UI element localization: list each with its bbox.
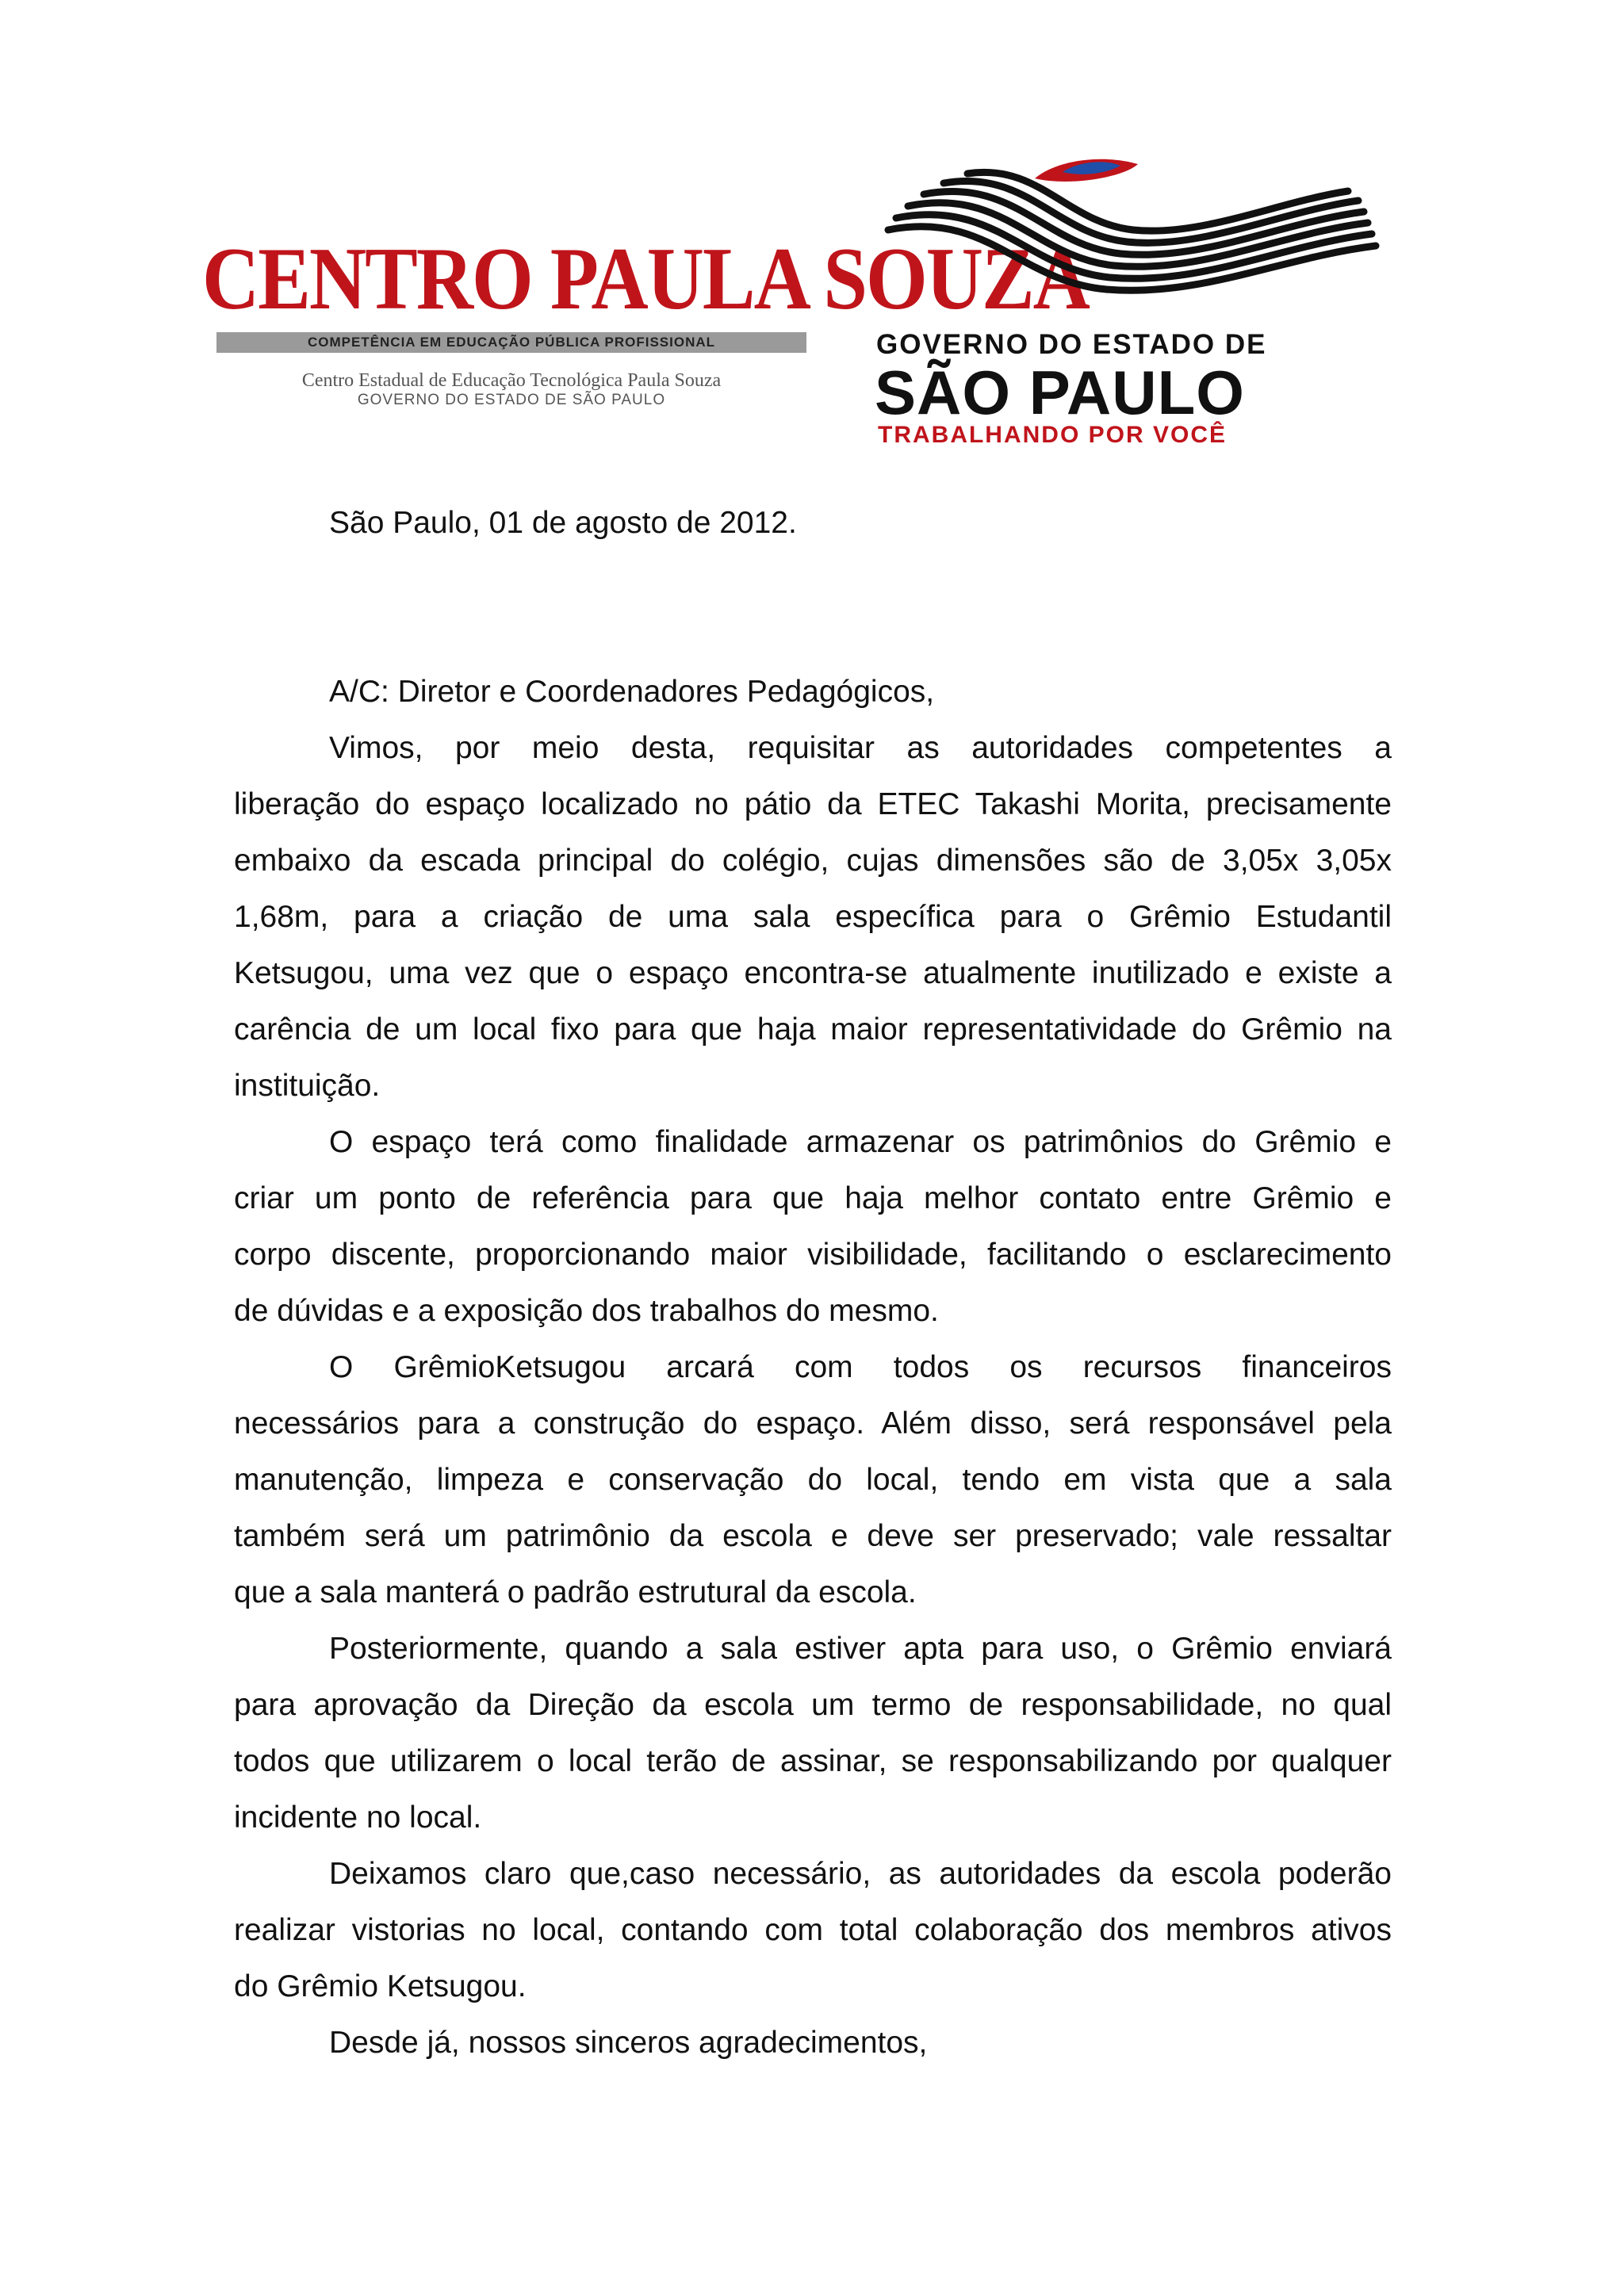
- letter-line: liberação do espaço localizado no pátio da ETEC Takashi Morita, precisamente: [234, 787, 1392, 821]
- letter-recipient: A/C: Diretor e Coordenadores Pedagógicos,: [329, 675, 935, 709]
- letter-line: Vimos, por meio desta, requisitar as autoridades competentes a: [329, 731, 1392, 765]
- letter-line: 1,68m, para a criação de uma sala específica para o Grêmio Estudantil: [234, 900, 1392, 934]
- letter-line: realizar vistorias no local, contando com total colaboração dos membros ativos: [234, 1913, 1392, 1947]
- letter-line: Ketsugou, uma vez que o espaço encontra-se atualmente inutilizado e existe a: [234, 956, 1392, 990]
- governo-sao-paulo-logo: [868, 155, 1392, 448]
- cps-logo-title: CENTRO PAULA SOUZA: [202, 229, 1089, 328]
- centro-paula-souza-logo: [202, 226, 1089, 428]
- cps-logo-government: GOVERNO DO ESTADO DE SÃO PAULO: [357, 392, 666, 408]
- letter-date: São Paulo, 01 de agosto de 2012.: [329, 506, 797, 540]
- letter-line: Deixamos claro que,caso necessário, as autoridades da escola poderão: [329, 1857, 1392, 1891]
- sp-logo-line3: TRABALHANDO POR VOCÊ: [878, 422, 1228, 448]
- letter-line: necessários para a construção do espaço. Além disso, será responsável pela: [234, 1406, 1392, 1441]
- letter-line: manutenção, limpeza e conservação do local, tendo em vista que a sala: [234, 1463, 1392, 1497]
- sao-paulo-stripes-icon: [868, 155, 1392, 313]
- cps-logo-subtitle: Centro Estadual de Educação Tecnológica Paula Souza: [301, 370, 722, 391]
- sp-logo-line1: GOVERNO DO ESTADO DE: [876, 329, 1267, 360]
- letter-line: do Grêmio Ketsugou.: [234, 1969, 527, 2003]
- letter-line: incidente no local.: [234, 1800, 482, 1835]
- sp-logo-line2: SÃO PAULO: [875, 358, 1245, 427]
- cps-logo-tagline: COMPETÊNCIA EM EDUCAÇÃO PÚBLICA PROFISSIONAL: [216, 332, 806, 353]
- letter-line: criar um ponto de referência para que haja melhor contato entre Grêmio e: [234, 1181, 1392, 1215]
- letter-line: que a sala manterá o padrão estrutural da escola.: [234, 1575, 917, 1609]
- letter-line: de dúvidas e a exposição dos trabalhos do mesmo.: [234, 1294, 939, 1328]
- letter-line: O espaço terá como finalidade armazenar os patrimônios do Grêmio e: [329, 1125, 1392, 1159]
- letter-line: embaixo da escada principal do colégio, cujas dimensões são de 3,05x 3,05x: [234, 844, 1392, 878]
- letter-line: Posteriormente, quando a sala estiver apta para uso, o Grêmio enviará: [329, 1632, 1392, 1666]
- letter-line: O GrêmioKetsugou arcará com todos os recursos financeiros: [329, 1350, 1392, 1384]
- letter-line: instituição.: [234, 1069, 381, 1103]
- letter-line: carência de um local fixo para que haja maior representatividade do Grêmio na: [234, 1012, 1392, 1047]
- letter-line: corpo discente, proporcionando maior visibilidade, facilitando o esclarecimento: [234, 1238, 1392, 1272]
- letter-closing: Desde já, nossos sinceros agradecimentos,: [329, 2026, 928, 2060]
- letter-line: todos que utilizarem o local terão de assinar, se responsabilizando por qualquer: [234, 1744, 1392, 1778]
- letter-line: para aprovação da Direção da escola um termo de responsabilidade, no qual: [234, 1688, 1392, 1722]
- letter-line: também será um patrimônio da escola e deve ser preservado; vale ressaltar: [234, 1519, 1392, 1553]
